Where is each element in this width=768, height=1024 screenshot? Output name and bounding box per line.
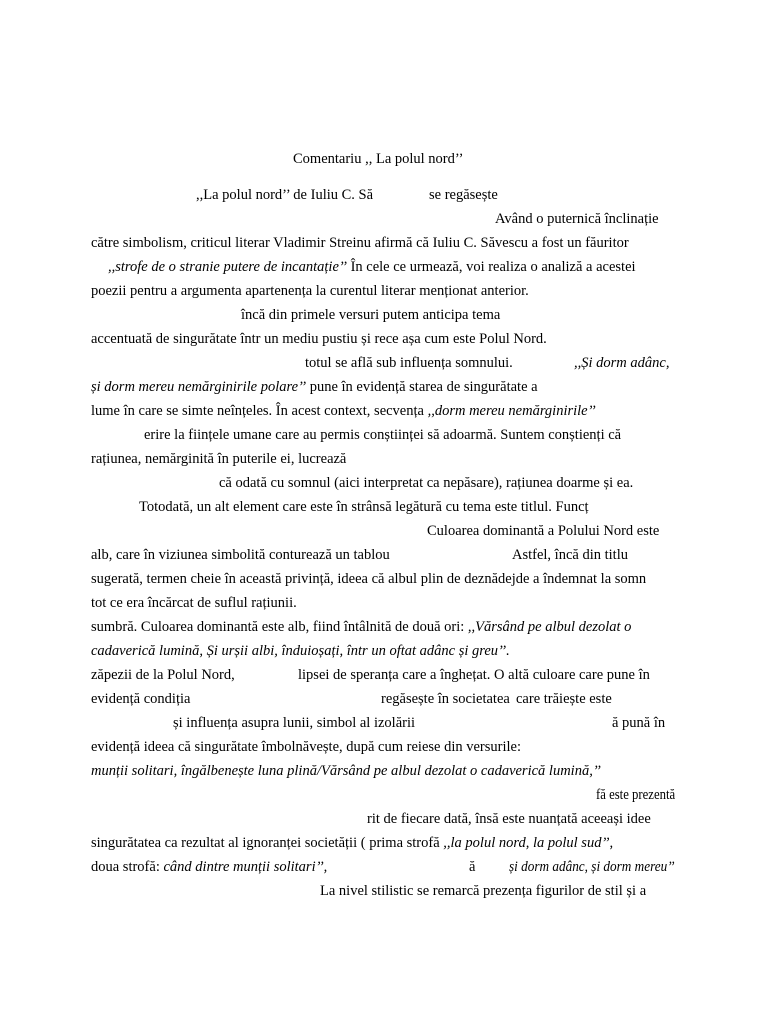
text-line [91,450,346,468]
text-segment: ă [469,859,476,875]
text-segment: doua strofă: [91,859,164,875]
text-line [91,738,521,756]
document-title: Comentariu ,, La polul nord’’ [293,151,464,167]
text-line [91,618,631,636]
italic-quote: ,,dorm mereu nemărginirile’’ [427,403,596,419]
italic-quote: munții solitari, îngălbenește luna plină/Vărsând pe albul dezolat o cadaverică lumină,’’ [91,763,601,779]
text-segment: totul se află sub influența somnului. [305,355,513,371]
text-line [108,258,636,276]
text-segment: rațiunea, nemărginită în puterile ei, lucrează [91,451,347,467]
text-segment: În cele ce urmează, voi realiza o analiză a acestei [346,259,636,275]
italic-quote: cadaverică lumină, Și urșii albi, înduioșați, într un oftat adânc și greu’’. [91,643,510,659]
text-line [91,546,390,564]
text-line [91,330,547,348]
text-line [596,786,675,804]
text-segment: rit de fiecare dată, însă este nuanțată aceeași idee [367,811,651,827]
italic-quote: ,,Și dorm adânc, [574,355,670,371]
text-line [91,690,190,708]
text-segment: care trăiește este [516,691,612,707]
text-segment: alb, care în viziunea simbolită conturează un tablou [91,547,390,563]
text-segment: La nivel stilistic se remarcă prezența figurilor de stil și a [320,883,647,899]
text-segment: încă din primele versuri putem anticipa tema [241,307,501,323]
text-line [91,402,596,420]
text-segment: Astfel, încă din titlu [512,547,628,563]
italic-quote: când dintre munții solitari’’, [163,859,328,875]
text-segment: tot ce era încărcat de suflul rațiunii. [91,595,297,611]
italic-quote: ,,strofe de o stranie putere de incantație’’ [108,259,347,275]
text-line [320,882,646,900]
text-line [91,378,538,396]
italic-quote: ,,la polul nord, la polul sud’’, [443,835,614,851]
text-segment: poezii pentru a argumenta apartenența la curentul literar menționat anterior. [91,283,529,299]
text-segment: accentuată de singurătate într un mediu pustiu și rece așa cum este Polul Nord. [91,331,547,347]
text-line [91,282,529,300]
text-line [469,858,475,876]
text-line [196,186,373,204]
text-line [574,354,669,372]
text-segment: și influența asupra lunii, simbol al izolării [173,715,416,731]
italic-quote: ,,Vărsând pe albul dezolat o [467,619,632,635]
text-line [367,810,651,828]
text-segment: sugerată, termen cheie în această privință, ideea că albul plin de deznădejde a îndemnat la somn [91,571,647,587]
text-line [495,210,659,228]
text-segment: lipsei de speranța care a înghețat. O altă culoare care pune în [298,667,650,683]
text-line [512,546,628,564]
text-segment: evidență ideea că singurătate îmbolnăvește, după cum reiese din versurile: [91,739,521,755]
text-line [305,354,513,372]
text-line [516,690,612,708]
text-line [429,186,498,204]
text-line [91,594,297,612]
text-line [241,306,500,324]
text-line [219,474,633,492]
text-line [509,858,675,876]
text-segment: fă este prezentă [596,787,676,803]
text-segment: zăpezii de la Polul Nord, [91,667,235,683]
text-line [91,858,327,876]
text-line [91,234,629,252]
text-line [298,666,650,684]
text-line [144,426,621,444]
text-segment: sumbră. Culoarea dominantă este alb, fiind întâlnită de două ori: [91,619,468,635]
text-line [91,762,601,780]
text-segment: singurătatea ca rezultat al ignoranței societății ( prima strofă [91,835,444,851]
text-segment: către simbolism, criticul literar Vladimir Streinu afirmă că Iuliu C. Săvescu a fost un făuritor [91,235,629,251]
text-line [612,714,665,732]
text-line [427,522,659,540]
text-line [381,690,510,708]
text-segment: ă pună în [612,715,666,731]
text-segment: că odată cu somnul (aici interpretat ca nepăsare), rațiunea doarme și ea. [219,475,634,491]
text-segment: pune în evidență starea de singurătate a [306,379,538,395]
text-segment: Culoarea dominantă a Polului Nord este [427,523,660,539]
text-segment: Totodată, un alt element care este în strânsă legătură cu tema este titlul. Funcț [139,499,589,515]
text-segment: se regăsește [429,187,498,203]
text-segment: Având o puternică înclinație [495,211,659,227]
text-line [139,498,589,516]
text-segment: regăsește în societatea [381,691,510,707]
text-line [91,642,510,660]
italic-quote: și dorm adânc, și dorm mereu’’ [509,859,675,875]
text-line [91,666,235,684]
text-line [91,834,613,852]
text-line [173,714,415,732]
text-segment: erire la ființele umane care au permis conștiinței să adoarmă. Suntem conștienți că [144,427,622,443]
text-segment: ,,La polul nord’’ de Iuliu C. Să [196,187,374,203]
text-segment: lume în care se simte neînțeles. În acest context, secvența [91,403,428,419]
text-segment: evidență condiția [91,691,191,707]
text-line [91,570,646,588]
italic-quote: și dorm mereu nemărginirile polare’’ [91,379,307,395]
